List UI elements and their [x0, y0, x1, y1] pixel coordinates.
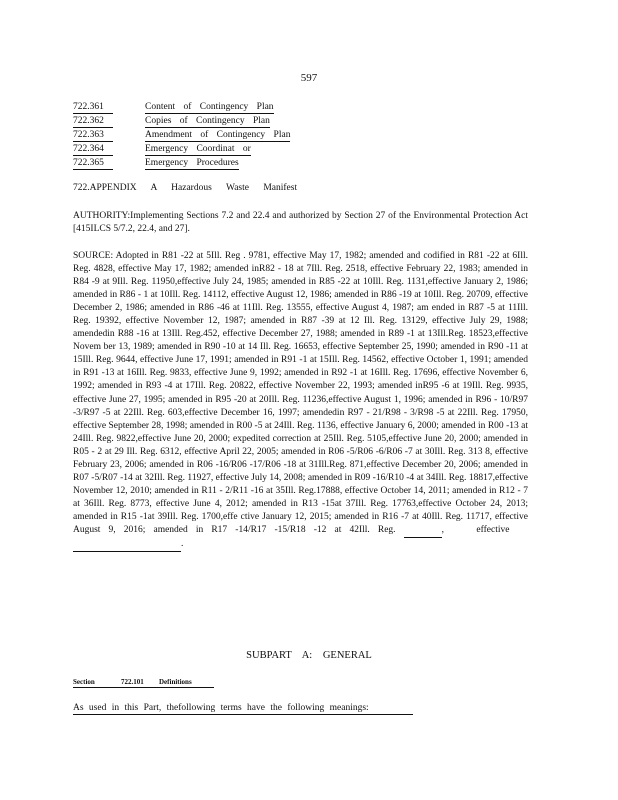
toc-number: 722.364	[73, 144, 113, 156]
toc-title: Emergency Procedures	[145, 158, 239, 168]
toc-number: 722.363	[73, 130, 113, 142]
source-comma: ,	[441, 524, 445, 535]
section-list	[73, 100, 290, 170]
section-heading	[73, 677, 214, 688]
source-period: .	[181, 539, 184, 550]
toc-row	[73, 128, 290, 142]
appendix-entry: 722.APPENDIX A Hazardous Waste Manifest	[73, 183, 298, 193]
toc-title: Emergency Coordinat or	[145, 144, 251, 154]
toc-title: Content of Contingency Plan	[145, 102, 274, 112]
section-number: 722.101	[121, 678, 144, 686]
toc-title: Copies of Contingency Plan	[145, 116, 270, 126]
toc-number: 722.365	[73, 158, 113, 170]
toc-title: Amendment of Contingency Plan	[145, 130, 291, 140]
source-paragraph	[73, 250, 528, 552]
blank-line	[404, 524, 445, 538]
source-text: SOURCE: Adopted in R81 -22 at 5Ill. Reg . 9781, effective May 17, 1982; amended and codified in R81 -22 at 6Ill. Reg. 4828, effective May 17, 1982; amended inR82 - 18 at 7Ill. Reg. 2518, effective February 22, 1983; amended in R84 -9 at 9Ill. Reg. 11950,effective July 24, 1985; amended in R85 -22 at 10Ill. Reg. 1131,effective January 2, 1986; amended in R86 - 1 at 10Ill. Reg. 14112, effective August 12, 1986; amended in R86 -19 at 10Ill. Reg. 20709, effective December 2, 1986; amended in R86 -46 at 11Ill. Reg. 13555, effective August 4, 1987; am ended in R87 -5 at 11Ill. Reg. 19392, effective November 12, 1987; amended in R87 -39 at 12 Ill. Reg. 13129, effective July 29, 1988; amendedin R88 -16 at 13Ill. Reg.452, effective December 27, 1988; amended in R89 -1 at 13Ill.Reg. 18523,effective Novem ber 13, 1989; amended in R90 -10 at 14 Ill. Reg. 16653, effective September 25, 1990; amended in R90 -11 at 15Ill. Reg. 9644, effective June 17, 1991; amended in R91 -1 at 15Ill. Reg. 14562, effective October 1, 1991; amended in R91 -13 at 16Ill. Reg. 9833, effective June 9, 1992; amended in R92 -1 at 16Ill. Reg. 17696, effective November 6, 1992; amended in R93 -4 at 17Ill. Reg. 20822, effective November 22, 1993; amended inR95 -6 at 19Ill. Reg. 9935, effective June 27, 1995; amended in R95 -20 at 20Ill. Reg. 11236,effective August 1, 1996; amended in R96 - 10/R97 -3/R97 -5 at 22Ill. Reg. 603,effective December 16, 1997; amendedin R97 - 21/R98 - 3/R98 -5 at 22Ill. Reg. 17950, effective September 28, 1998; amended in R00 -5 at 24Ill. Reg. 1136, effective January 6, 2000; amended in R00 -13 at 24Ill. Reg. 9822,effective June 20, 2000; expedited correction at 25Ill. Reg. 5105,effective June 20, 2000; amended in R05 - 2 at 29 Ill. Reg. 6312, effective April 22, 2005; amended in R06 -5/R06 -6/R06 -7 at 30Ill. Reg. 313 8, effective February 23, 2006; amended in R06 -16/R06 -17/R06 -18 at 31Ill.Reg. 871,effective December 20, 2006; amended in R07 -5/R07 -14 at 32Ill. Reg. 11927, effective July 14, 2008; amended in R09 -16/R10 -4 at 34Ill. Reg. 18817,effective November 12, 2010; amended in R11 - 2/R11 -16 at 35Ill. Reg.17888, effective October 14, 2011; amended in R12 - 7 at 36Ill. Reg. 8773, effective June 4, 2012; amended in R13 -15at 37Ill. Reg. 17763,effective October 24, 2013; amended in R15 -1at 39Ill. Reg. 1700,effe ctive January 12, 2015; amended in R16 -7 at 40Ill. Reg. 11717, effective August 9, 2016; amended in R17 -14/R17 -15/R18 -12 at 42Ill. Reg.	[73, 251, 528, 535]
section-label: Section	[73, 678, 95, 686]
source-effective: effective	[476, 524, 510, 535]
toc-row	[73, 114, 290, 128]
page-number: 597	[300, 72, 318, 84]
definitions-intro: As used in this Part, thefollowing terms have the following meanings:	[73, 703, 413, 715]
subpart-heading: SUBPART A: GENERAL	[246, 650, 372, 661]
toc-number: 722.361	[73, 102, 113, 114]
authority-paragraph: AUTHORITY:Implementing Sections 7.2 and 22.4 and authorized by Section 27 of the Environmental Protection Act [415ILCS 5/7.2, 22.4, and 27].	[73, 211, 528, 234]
toc-number: 722.362	[73, 116, 113, 128]
toc-row	[73, 100, 290, 114]
toc-row	[73, 142, 290, 156]
toc-row	[73, 156, 290, 170]
blank-line	[73, 538, 184, 552]
section-title: Definitions	[159, 678, 192, 686]
